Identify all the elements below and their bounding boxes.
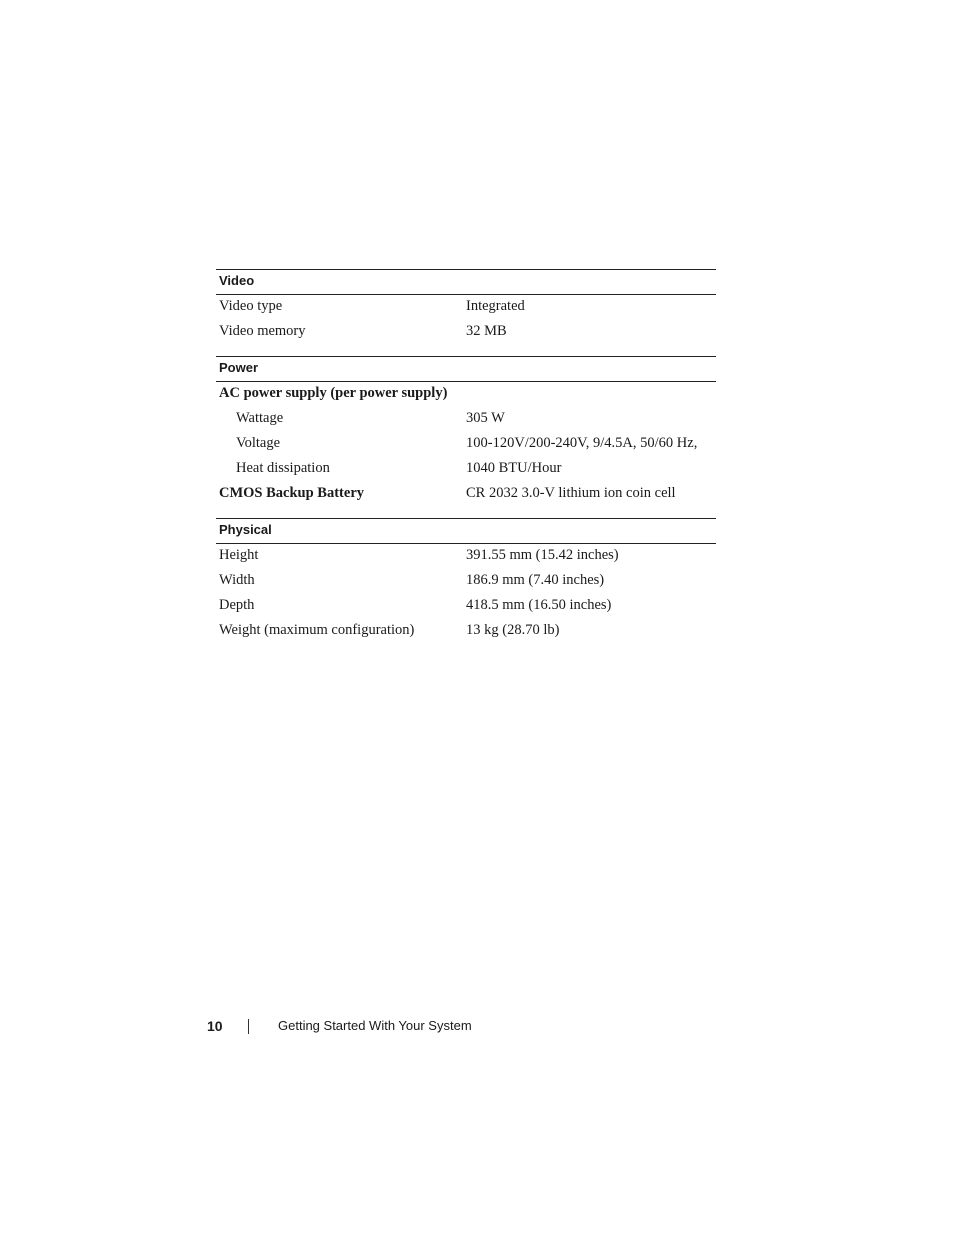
spec-label: Weight (maximum configuration) [219,622,415,638]
spec-row [216,544,716,569]
spec-value: 13 kg (28.70 lb) [466,622,560,638]
spec-value: 32 MB [466,323,507,339]
spec-value: 186.9 mm (7.40 inches) [466,572,605,588]
spec-label: Video memory [219,323,306,339]
footer-title: Getting Started With Your System [278,1018,472,1033]
spec-row [216,407,716,432]
section-power [216,356,716,507]
spec-value: 100-120V/200-240V, 9/4.5A, 50/60 Hz, [466,435,698,451]
spec-value [466,382,716,407]
spec-row [216,457,716,482]
spec-label: Voltage [236,435,281,451]
spec-label: AC power supply (per power supply) [219,385,448,401]
spec-row [216,569,716,594]
spec-label: Depth [219,597,255,613]
spec-value: 418.5 mm (16.50 inches) [466,597,612,613]
spec-row [216,295,716,320]
spec-value: Integrated [466,298,525,314]
section-header: Physical [216,519,716,544]
section-header: Power [216,357,716,382]
spec-label: Height [219,547,259,563]
spec-label: Wattage [236,410,284,426]
spec-label: Heat dissipation [236,460,330,476]
spec-value: 391.55 mm (15.42 inches) [466,547,619,563]
footer-divider [248,1019,249,1034]
spec-row [216,482,716,507]
spec-row [216,382,716,407]
spec-row [216,432,716,457]
spec-row [216,594,716,619]
spec-value: 305 W [466,410,505,426]
section-video [216,269,716,345]
spec-label: Video type [219,298,283,314]
spec-value: 1040 BTU/Hour [466,460,562,476]
spec-label: Width [219,572,255,588]
spec-row [216,619,716,644]
spec-table [216,269,716,644]
spec-value: CR 2032 3.0-V lithium ion coin cell [466,485,676,501]
spec-row [216,320,716,345]
section-physical [216,518,716,644]
page-number: 10 [207,1018,223,1034]
section-header: Video [216,270,716,295]
page-footer [0,1018,954,1038]
spec-label: CMOS Backup Battery [219,485,364,501]
